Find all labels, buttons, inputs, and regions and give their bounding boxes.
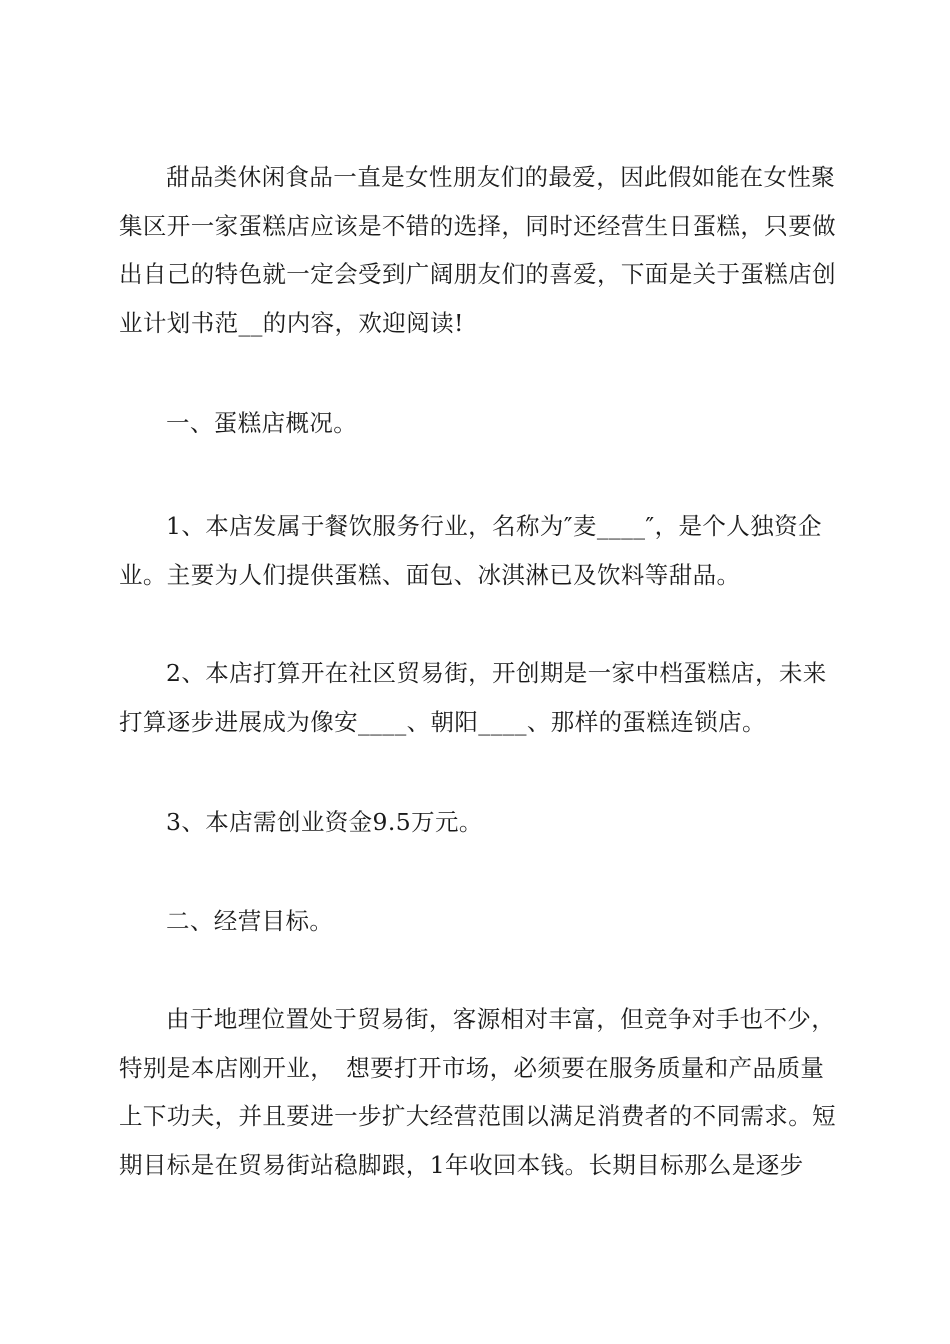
intro-paragraph: 甜品类休闲食品一直是女性朋友们的最爱，因此假如能在女性聚集区开一家蛋糕店应该是不错的选择，同时还经营生日蛋糕，只要做出自己的特色就一定会受到广阔朋友们的喜爱，下面是关于蛋糕店创业计划书范__的内容，欢迎阅读! [119,163,836,337]
goals-paragraph: 由于地理位置处于贸易街，客源相对丰富，但竞争对手也不少，特别是本店刚开业， 想要打开市场，必须要在服务质量和产品质量上下功夫，并且要进一步扩大经营范围以满足消费者的不同需求。短期目标是在贸易街站稳脚跟，1年收回本钱。长期目标那么是逐步 [119,1005,836,1179]
overview-item-1: 1、本店发属于餐饮服务行业，名称为″麦____″，是个人独资企业。主要为人们提供蛋糕、面包、冰淇淋已及饮料等甜品。 [119,512,822,589]
section-heading-goals: 二、经营目标。 [166,907,334,935]
overview-item-3: 3、本店需创业资金9.5万元。 [166,808,483,836]
section-heading-overview: 一、蛋糕店概况。 [166,409,358,437]
overview-item-2: 2、本店打算开在社区贸易街，开创期是一家中档蛋糕店，未来打算逐步进展成为像安____、朝阳____、那样的蛋糕连锁店。 [119,659,827,736]
